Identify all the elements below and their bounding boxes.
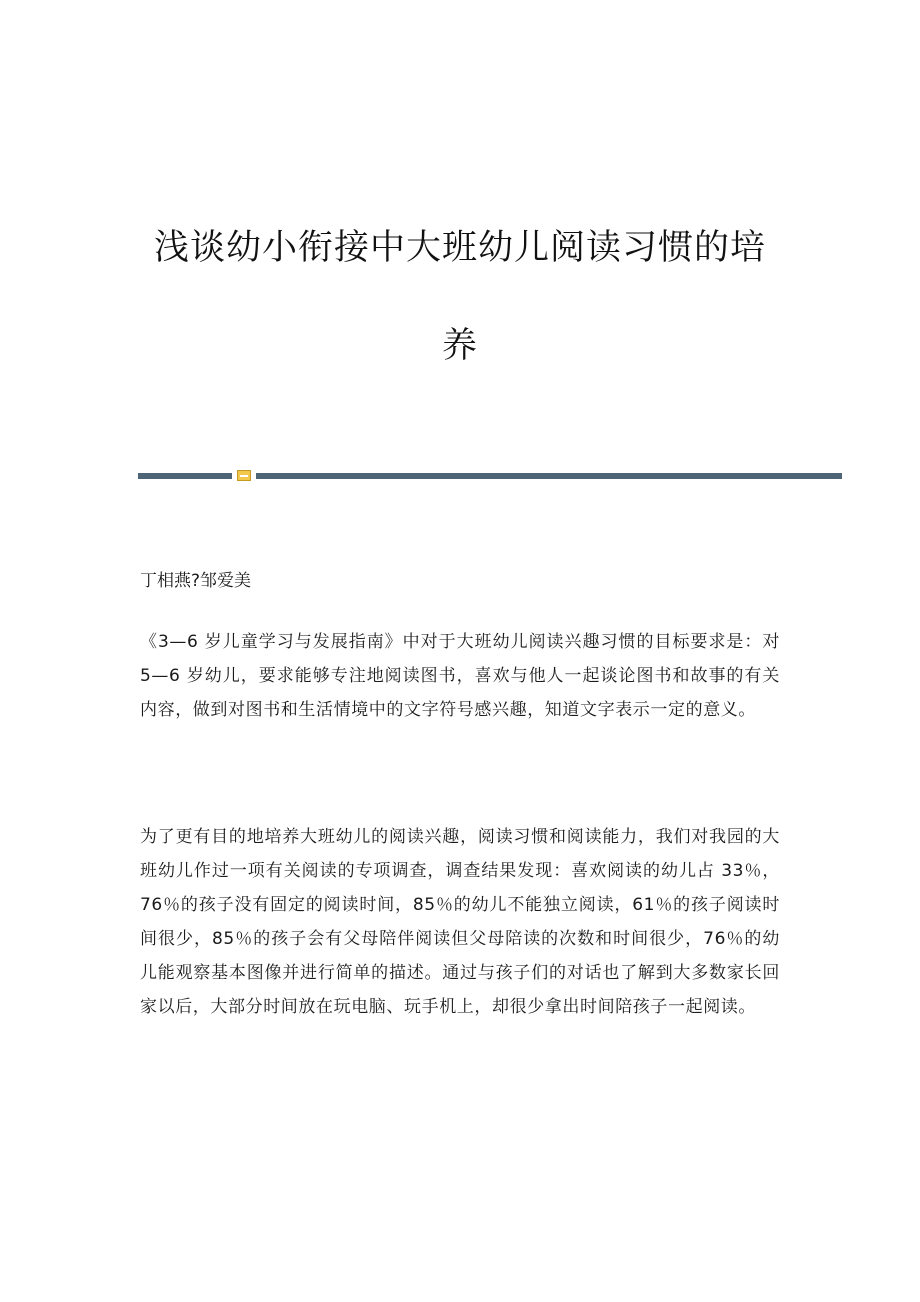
document-title-line-1: 浅谈幼小衔接中大班幼儿阅读习惯的培: [153, 228, 766, 268]
divider-bar-right: [256, 473, 842, 479]
author-line: 丁相燕?邹爱美: [140, 571, 252, 591]
document-title-line-2: 养: [441, 326, 478, 366]
title-divider: [138, 470, 842, 482]
divider-ornament-icon: [237, 470, 251, 481]
divider-bar-left: [138, 473, 232, 479]
paragraph-1: 《3—6 岁儿童学习与发展指南》中对于大班幼儿阅读兴趣习惯的目标要求是：对 5—6 岁幼儿，要求能够专注地阅读图书，喜欢与他人一起谈论图书和故事的有关内容，做到对图书和生活情境中的文字符号感兴趣，知道文字表示一定的意义。: [140, 632, 780, 720]
paragraph-2: 为了更有目的地培养大班幼儿的阅读兴趣，阅读习惯和阅读能力，我们对我园的大班幼儿作过一项有关阅读的专项调查，调查结果发现：喜欢阅读的幼儿占 33％，76％的孩子没有固定的阅读时间，85％的幼儿不能独立阅读，61％的孩子阅读时间很少，85％的孩子会有父母陪伴阅读但父母陪读的次数和时间很少，76％的幼儿能观察基本图像并进行简单的描述。通过与孩子们的对话也了解到大多数家长回家以后，大部分时间放在玩电脑、玩手机上，却很少拿出时间陪孩子一起阅读。: [140, 827, 780, 1017]
